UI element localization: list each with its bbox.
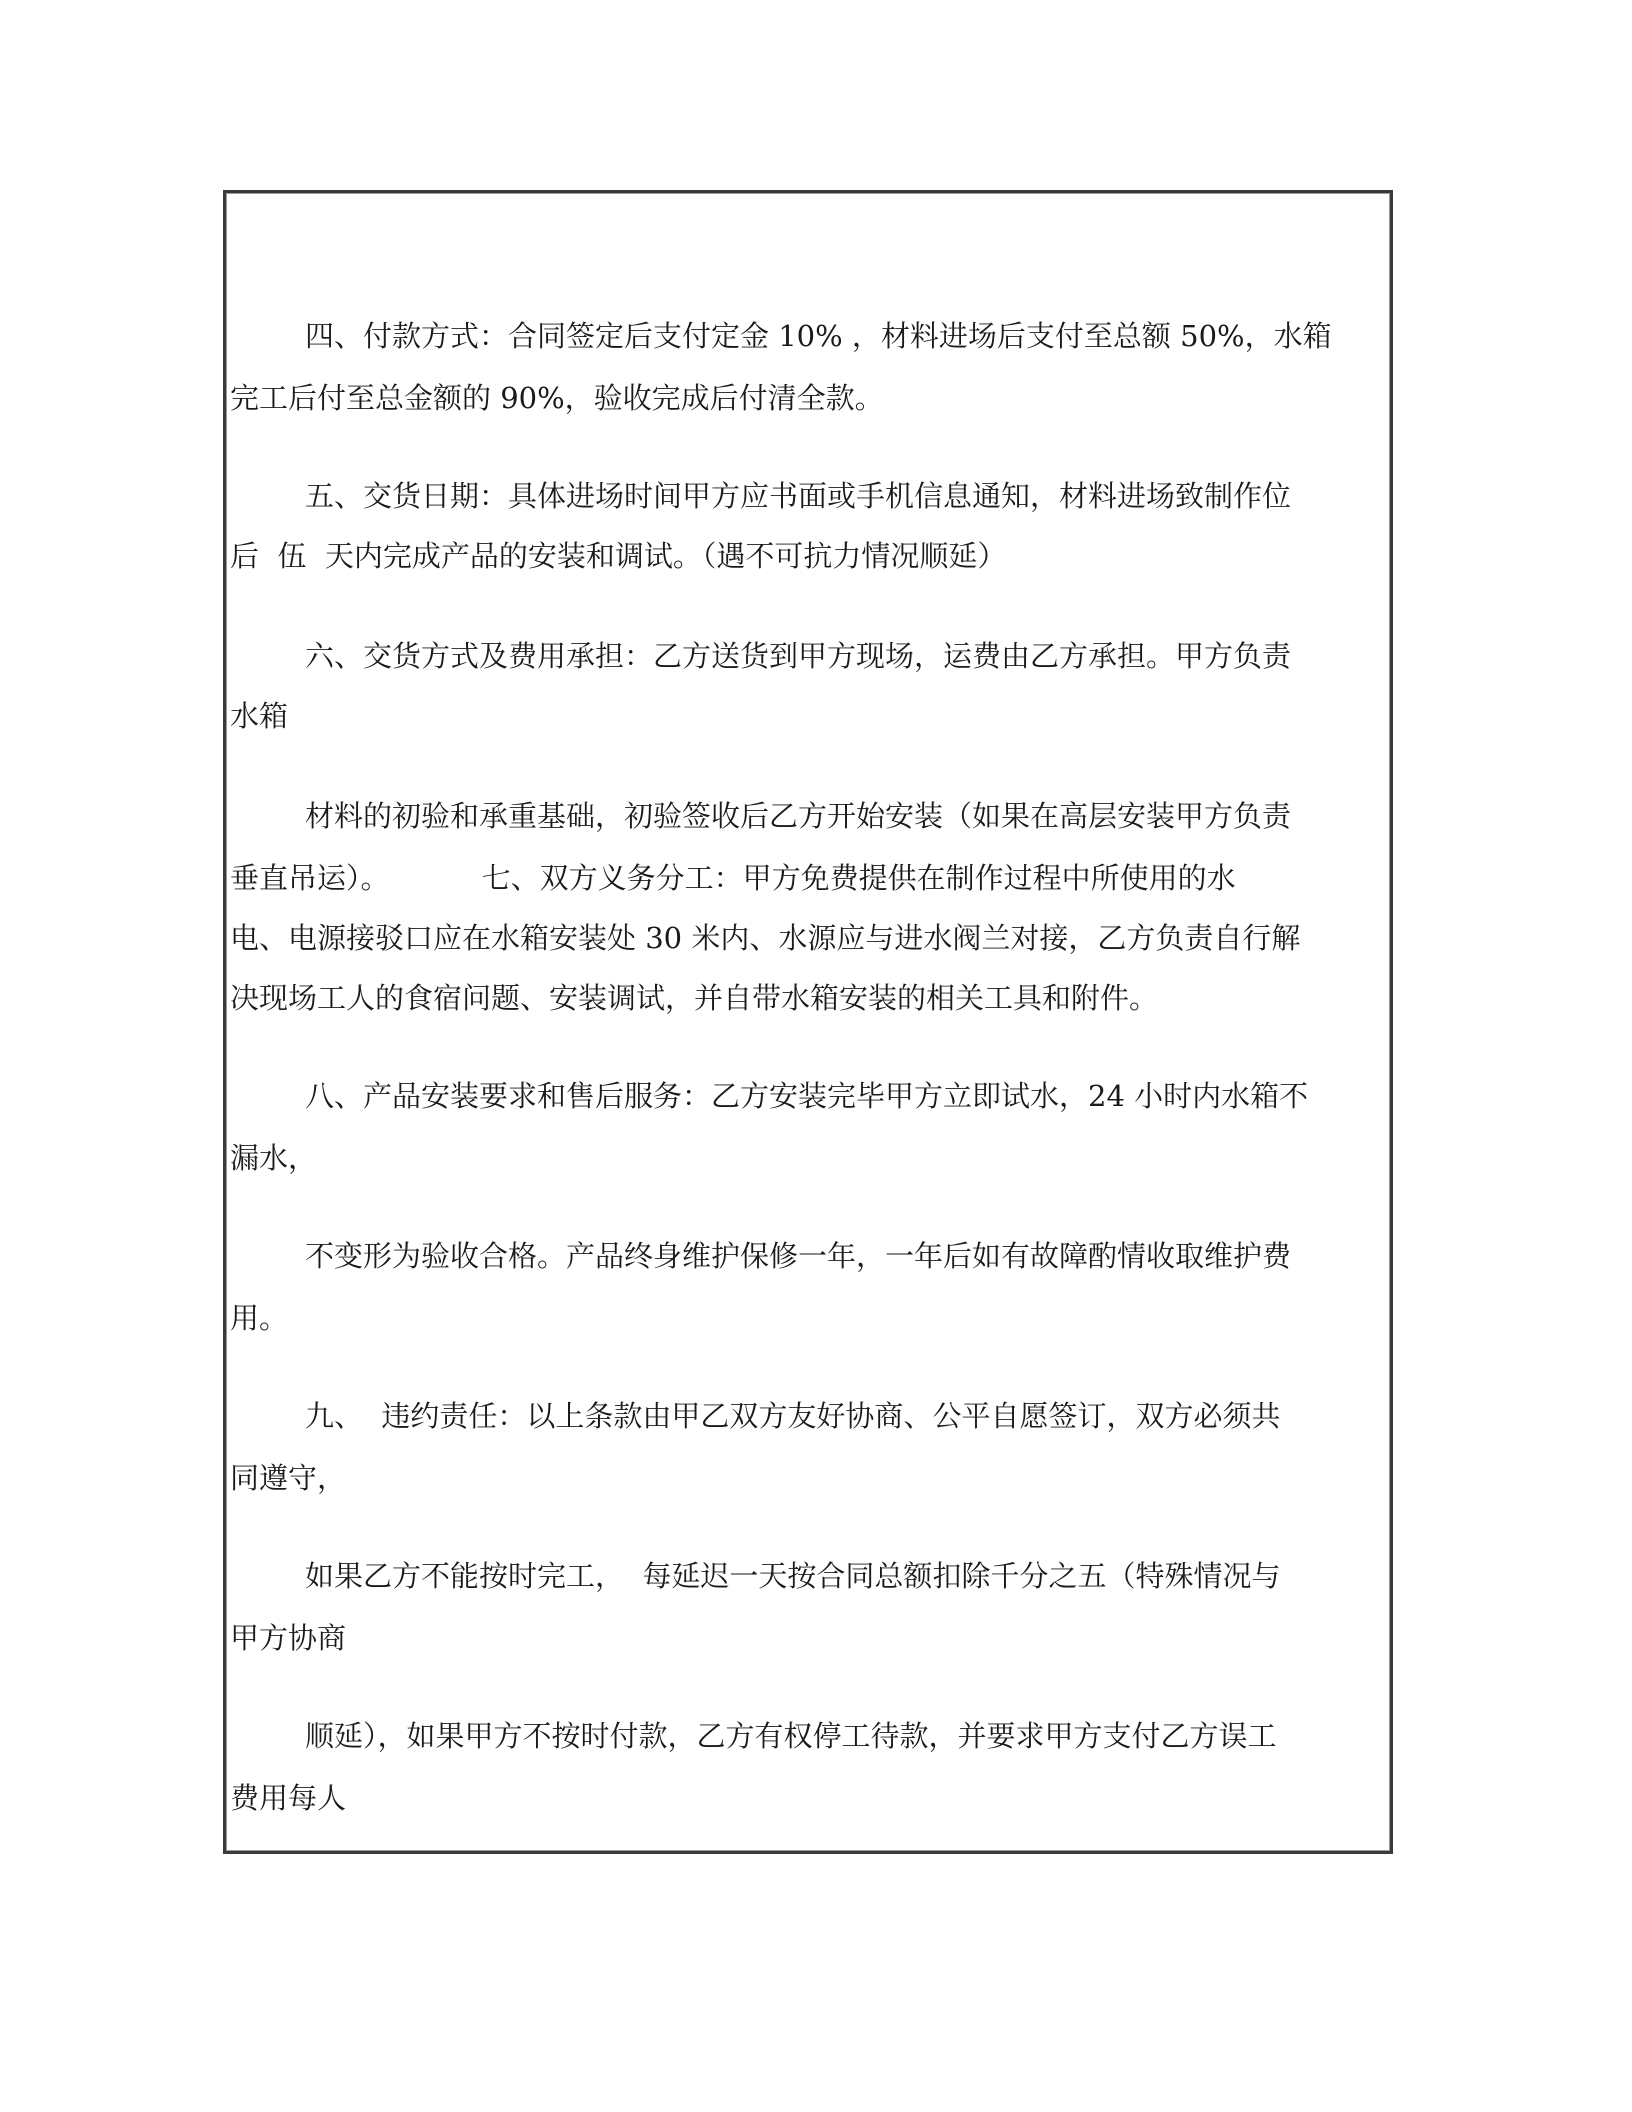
clause-9-cont-line-2: 甲方协商 xyxy=(230,1621,347,1655)
document-border xyxy=(223,190,1393,1854)
clause-9-line-2: 同遵守， xyxy=(230,1461,347,1495)
clause-8-line-1: 八、产品安装要求和售后服务：乙方安装完毕甲方立即试水，24 小时内水箱不 xyxy=(305,1079,1309,1113)
clause-7-line-2: 电、电源接驳口应在水箱安装处 30 米内、水源应与进水阀兰对接，乙方负责自行解 xyxy=(230,921,1301,955)
clause-6-line-1: 六、交货方式及费用承担：乙方送货到甲方现场，运费由乙方承担。甲方负责 xyxy=(305,639,1292,673)
clause-9-line-1: 九、 违约责任：以上条款由甲乙双方友好协商、公平自愿签订，双方必须共 xyxy=(305,1399,1281,1433)
clause-4-line-2: 完工后付至总金额的 90%，验收完成后付清全款。 xyxy=(230,381,884,415)
clause-8-line-2: 漏水， xyxy=(230,1141,318,1175)
clause-8-cont-line-1: 不变形为验收合格。产品终身维护保修一年，一年后如有故障酌情收取维护费 xyxy=(305,1239,1292,1273)
clause-7-line-3: 决现场工人的食宿问题、安装调试，并自带水箱安装的相关工具和附件。 xyxy=(230,981,1159,1015)
clause-9-cont2-line-1: 顺延），如果甲方不按时付款，乙方有权停工待款，并要求甲方支付乙方误工 xyxy=(305,1719,1277,1753)
clause-9-cont-line-1: 如果乙方不能按时完工， 每延迟一天按合同总额扣除千分之五（特殊情况与 xyxy=(305,1559,1281,1593)
clause-6-cont-line-1: 材料的初验和承重基础，初验签收后乙方开始安装（如果在高层安装甲方负责 xyxy=(305,799,1292,833)
clause-6-line-2: 水箱 xyxy=(230,699,289,733)
clause-5-line-1: 五、交货日期：具体进场时间甲方应书面或手机信息通知，材料进场致制作位 xyxy=(305,479,1292,513)
clause-9-cont2-line-2: 费用每人 xyxy=(230,1781,347,1815)
clause-8-cont-line-2: 用。 xyxy=(230,1301,289,1335)
clause-5-line-2: 后 伍 天内完成产品的安装和调试。（遇不可抗力情况顺延） xyxy=(230,539,1007,573)
clause-4-line-1: 四、付款方式：合同签定后支付定金 10% ，材料进场后支付至总额 50%，水箱 xyxy=(305,319,1332,353)
clause-7-line-1: 垂直吊运）。 七、双方义务分工：甲方免费提供在制作过程中所使用的水 xyxy=(230,861,1236,895)
